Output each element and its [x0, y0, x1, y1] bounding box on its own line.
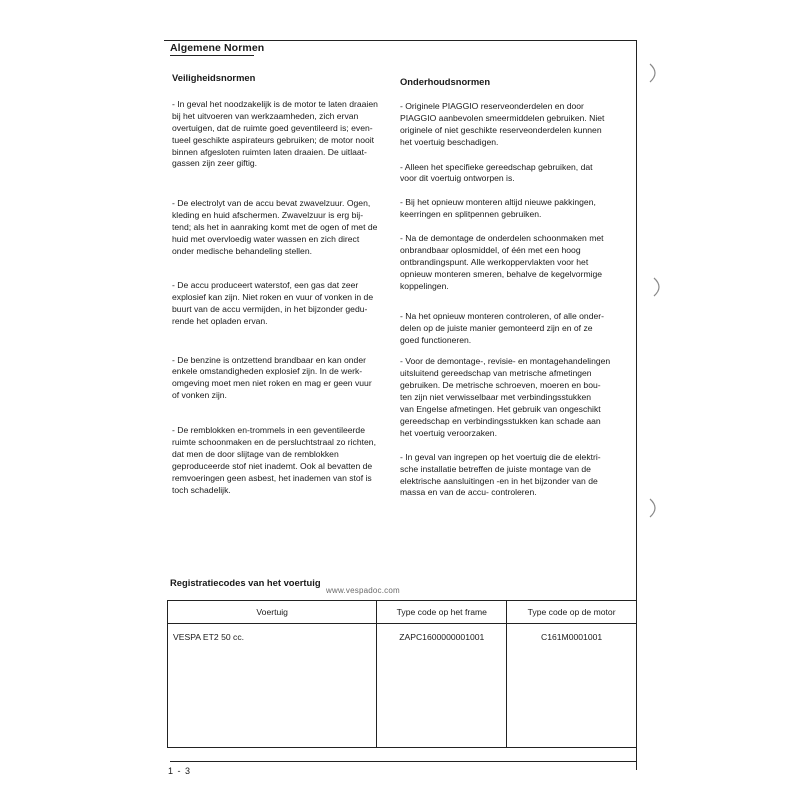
page-frame-bottom [170, 761, 636, 762]
norm-item-line: gebruiken. De metrische schroeven, moeren en bou- [400, 380, 601, 391]
norm-item-line: enkele omstandigheden explosief zijn. In de werk- [172, 366, 363, 377]
norm-item-line: huid met overvloedig water wassen en zich direct [172, 234, 360, 245]
norm-item [400, 233, 634, 293]
norm-item-line: keerringen en splitpennen gebruiken. [400, 209, 542, 220]
norm-item-line: uitsluitend gereedschap van metrische afmetingen [400, 368, 592, 379]
page-number: 1 - 3 [168, 766, 192, 776]
norm-item-line: - Voor de demontage-, revisie- en montagehandelingen [400, 356, 611, 367]
norm-item [400, 452, 634, 500]
norm-item [400, 197, 634, 221]
norm-item [400, 356, 634, 439]
vehicle-cell: VESPA ET2 50 cc. [168, 624, 377, 748]
norm-item-line: massa en van de accu- controleren. [400, 487, 537, 498]
registration-codes-table [167, 600, 637, 748]
norm-item-line: sche installatie betreffen de juiste montage van de [400, 463, 591, 474]
norm-item-line: omgeving moet men niet roken en mag er geen vuur [172, 378, 372, 389]
norm-item-line: originele of niet geschikte reserveonderdelen kunnen [400, 124, 602, 135]
norm-item-line: van Engelse afmetingen. Het gebruik van ongeschikt [400, 404, 601, 415]
norm-item-line: binnen afgesloten ruimten laten draaien. De uitlaat- [172, 146, 367, 157]
norm-item [172, 99, 390, 170]
norm-item-line: geproduceerde stof niet inademt. Ook al bevatten de [172, 460, 373, 471]
norm-item-line: explosief kan zijn. Niet roken en vuur of vonken in de [172, 291, 374, 302]
safety-norms-column [172, 72, 390, 525]
norm-item-line: tend; als het in aanraking komt met de ogen of met de [172, 222, 378, 233]
norm-item-line: buurt van de accu vermijden, in het bijzonder gedu- [172, 303, 368, 314]
norm-item-line: kleding en huid afschermen. Zwavelzuur is erg bij- [172, 210, 364, 221]
norm-item-line: voor dit voertuig ontworpen is. [400, 173, 515, 184]
norm-item-line: ruimte schoonmaken en de persluchtstraal zo richten, [172, 437, 376, 448]
norm-item-line: gereedschap en verbindingsstukken kan schade aan [400, 415, 601, 426]
norm-item-line: toch schadelijk. [172, 484, 231, 495]
norm-item-line: tueel geschikte aspirateurs gebruiken; de motor nooit [172, 134, 375, 145]
norm-item-line: - Alleen het specifieke gereedschap gebruiken, dat [400, 161, 593, 172]
norm-item-line: - In geval het noodzakelijk is de motor te laten draaien [172, 98, 378, 109]
table-header-row [168, 601, 637, 624]
norm-item-line: ontbrandingspunt. Alle werkoppervlakten voor het [400, 256, 589, 267]
norm-item [172, 355, 390, 403]
engine-code-cell: C161M0001001 [507, 624, 637, 748]
norm-item-line: onbrandbaar oplosmiddel, of één met een hoog [400, 245, 581, 256]
column-header-vehicle: Voertuig [168, 601, 377, 624]
norm-item-line: rende het opladen ervan. [172, 315, 268, 326]
norm-item-line: - De accu produceert waterstof, een gas dat zeer [172, 279, 359, 290]
norm-item-line: goed functioneren. [400, 334, 472, 345]
norm-item-line: ten zijn niet verwisselbaar met verbindingsstukken [400, 392, 592, 403]
norm-item [172, 280, 390, 328]
norm-item-line: overtuigen, dat de ruimte goed geventileerd is; even- [172, 122, 373, 133]
norm-item-line: PIAGGIO aanbevolen smeermiddelen gebruiken. Niet [400, 112, 605, 123]
norm-item-line: elektrische aansluitingen -en in het bijzonder van de [400, 475, 598, 486]
norm-item-line: delen op de juiste manier gemonteerd zijn en of ze [400, 322, 593, 333]
norm-item-line: koppelingen. [400, 280, 449, 291]
binder-hole-mark-icon [646, 62, 662, 84]
maintenance-norms-list [400, 101, 634, 499]
column-header-engine-code: Type code op de motor [507, 601, 637, 624]
norm-item [400, 311, 634, 347]
norm-item [400, 101, 634, 149]
frame-code-cell: ZAPC1600000001001 [377, 624, 507, 748]
norm-item-line: het voertuig beschadigen. [400, 136, 499, 147]
norm-item-line: het voertuig veroorzaken. [400, 427, 497, 438]
norm-item-line: - Na de demontage de onderdelen schoonmaken met [400, 233, 604, 244]
norm-item-line: - Originele PIAGGIO reserveonderdelen en door [400, 100, 584, 111]
norm-item-line: - De benzine is ontzettend brandbaar en kan onder [172, 354, 366, 365]
norm-item [172, 198, 390, 258]
binder-hole-mark-icon [646, 497, 662, 519]
norm-item-line: - Bij het opnieuw monteren altijd nieuwe pakkingen, [400, 197, 596, 208]
binder-hole-mark-icon [650, 276, 666, 298]
norm-item [400, 162, 634, 186]
norm-item-line: - De electrolyt van de accu bevat zwavelzuur. Ogen, [172, 198, 371, 209]
norm-item-line: - Na het opnieuw monteren controleren, of alle onder- [400, 310, 604, 321]
page-header-underline [170, 55, 254, 56]
safety-norms-list [172, 99, 390, 497]
norm-item-line: of vonken zijn. [172, 390, 227, 401]
watermark-text: www.vespadoc.com [326, 586, 400, 595]
norm-item-line: gassen zijn zeer giftig. [172, 158, 258, 169]
norm-item-line: onder medische behandeling stellen. [172, 245, 312, 256]
maintenance-norms-title: Onderhoudsnormen [400, 76, 491, 87]
safety-norms-title: Veiligheidsnormen [172, 72, 256, 83]
registration-codes-title: Registratiecodes van het voertuig [170, 577, 321, 588]
norm-item-line: - De remblokken en-trommels in een geventileerde [172, 425, 365, 436]
page-frame-top [164, 40, 636, 41]
page-header-title: Algemene Normen [170, 42, 265, 54]
norm-item-line: - In geval van ingrepen op het voertuig die de elektri- [400, 451, 601, 462]
norm-item-line: remvoeringen geen asbest, het inademen van stof is [172, 472, 372, 483]
norm-item-line: dat men de door slijtage van de remblokken [172, 448, 339, 459]
column-header-frame-code: Type code op het frame [377, 601, 507, 624]
norm-item-line: bij het uitvoeren van werkzaamheden, zich ervan [172, 110, 359, 121]
norm-item-line: opnieuw monteren smeren, behalve de kegelvormige [400, 268, 603, 279]
maintenance-norms-column [400, 76, 634, 509]
norm-item [172, 425, 390, 496]
table-row [168, 624, 637, 748]
